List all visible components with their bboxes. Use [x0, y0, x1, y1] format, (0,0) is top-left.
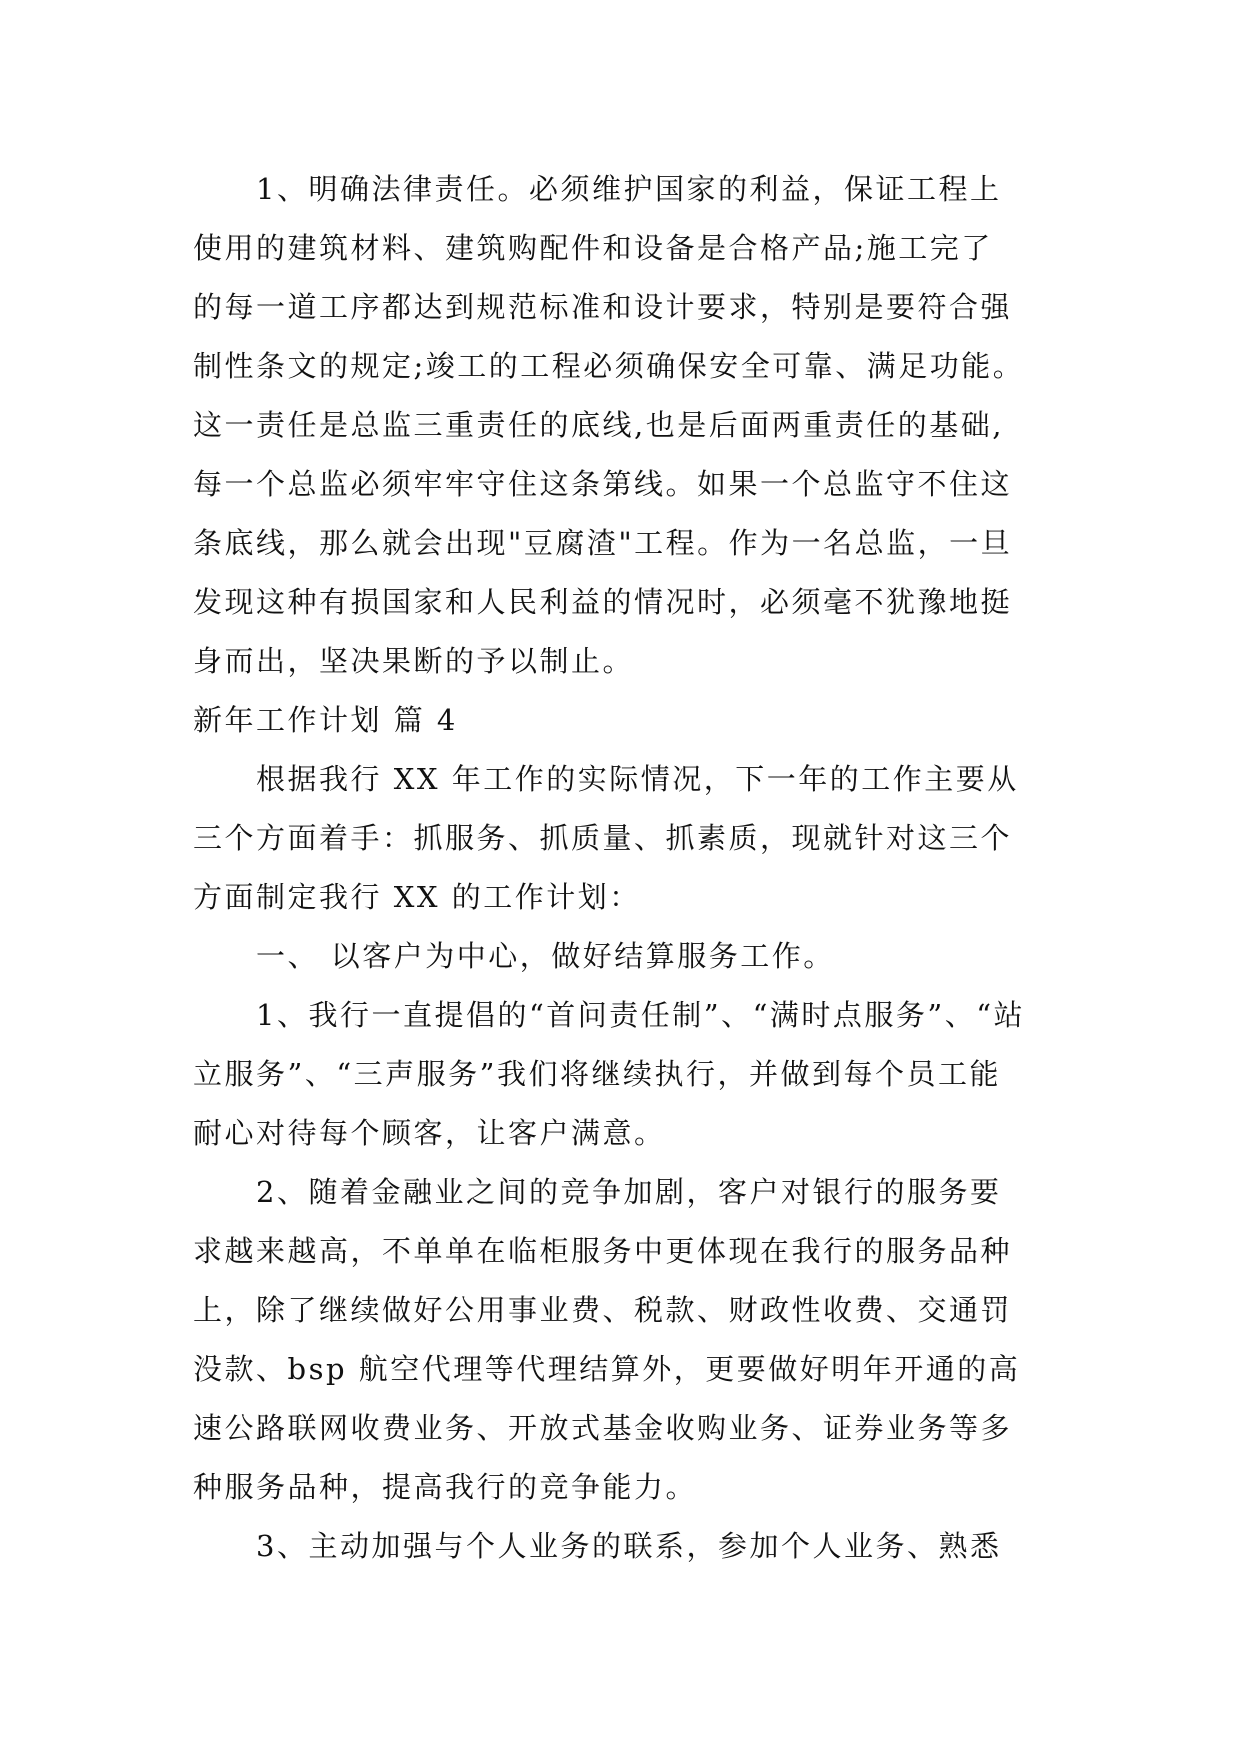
paragraph-line: 1、我行一直提倡的“首问责任制”、“满时点服务”、“站 — [256, 998, 1026, 1032]
paragraph-line: 1、明确法律责任。必须维护国家的利益，保证工程上 — [256, 172, 1002, 206]
paragraph-line: 身而出，坚决果断的予以制止。 — [193, 644, 635, 678]
document-body — [193, 160, 1053, 1576]
paragraph-line: 每一个总监必须牢牢守住这条第线。如果一个总监守不住这 — [193, 467, 1013, 501]
paragraph-line: 三个方面着手：抓服务、抓质量、抓素质，现就针对这三个 — [193, 821, 1013, 855]
paragraph-line: 制性条文的规定;竣工的工程必须确保安全可靠、满足功能。 — [193, 349, 1025, 383]
paragraph-line: 条底线，那么就会出现"豆腐渣"工程。作为一名总监，一旦 — [193, 526, 1013, 560]
paragraph-line: 根据我行 XX 年工作的实际情况，下一年的工作主要从 — [256, 762, 1019, 796]
paragraph-line: 上，除了继续做好公用事业费、税款、财政性收费、交通罚 — [193, 1293, 1013, 1327]
paragraph-line: 2、随着金融业之间的竞争加剧，客户对银行的服务要 — [256, 1175, 1002, 1209]
paragraph-line: 立服务”、“三声服务”我们将继续执行，并做到每个员工能 — [193, 1057, 1001, 1091]
paragraph-line: 种服务品种，提高我行的竞争能力。 — [193, 1470, 698, 1504]
paragraph-line: 方面制定我行 XX 的工作计划： — [193, 880, 641, 914]
paragraph-line: 没款、bsp 航空代理等代理结算外，更要做好明年开通的高 — [193, 1352, 1021, 1386]
paragraph-line: 这一责任是总监三重责任的底线,也是后面两重责任的基础, — [193, 408, 1004, 442]
paragraph-line: 使用的建筑材料、建筑购配件和设备是合格产品;施工完了 — [193, 231, 993, 265]
paragraph-line: 速公路联网收费业务、开放式基金收购业务、证券业务等多 — [193, 1411, 1013, 1445]
paragraph-line: 3、主动加强与个人业务的联系，参加个人业务、熟悉 — [256, 1529, 1002, 1563]
paragraph-line: 求越来越高，不单单在临柜服务中更体现在我行的服务品种 — [193, 1234, 1013, 1268]
subsection-heading: 一、 以客户为中心，做好结算服务工作。 — [256, 939, 835, 973]
section-heading: 新年工作计划 篇 4 — [193, 703, 458, 737]
paragraph-line: 耐心对待每个顾客，让客户满意。 — [193, 1116, 666, 1150]
paragraph-line: 发现这种有损国家和人民利益的情况时，必须毫不犹豫地挺 — [193, 585, 1013, 619]
paragraph-line: 的每一道工序都达到规范标准和设计要求，特别是要符合强 — [193, 290, 1013, 324]
